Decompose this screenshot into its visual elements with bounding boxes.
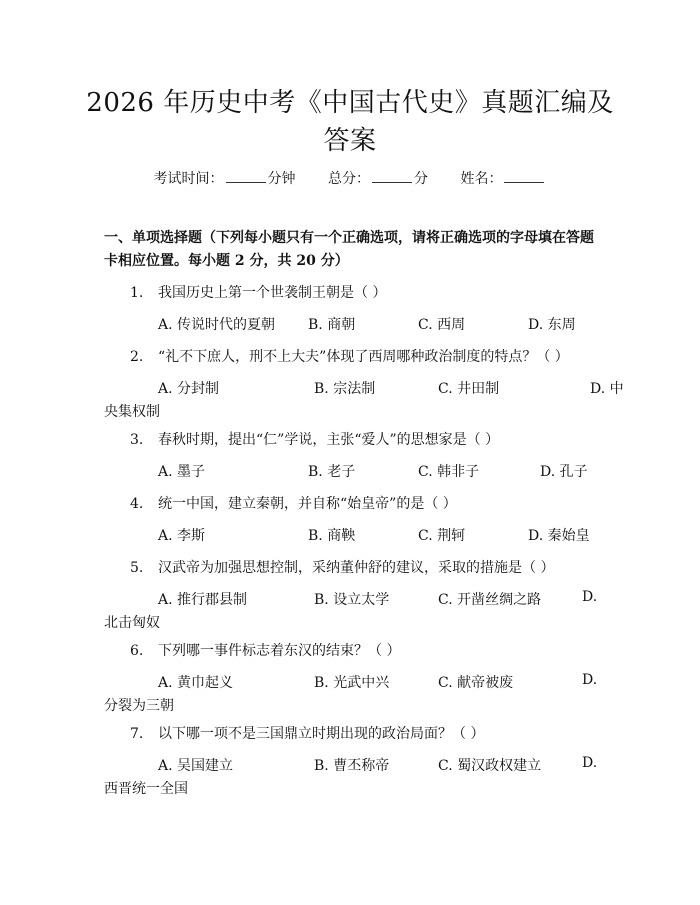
question-number: 2. bbox=[130, 349, 144, 365]
question-text: 我国历史上第一个世袭制王朝是（ ） bbox=[158, 285, 387, 301]
option-d[interactable]: D. 东周 bbox=[528, 317, 576, 333]
option-a[interactable]: A. 墨子 bbox=[158, 464, 206, 480]
option-c[interactable]: C. 蜀汉政权建立 bbox=[438, 758, 542, 774]
question-text: 以下哪一项不是三国鼎立时期出现的政治局面？（ ） bbox=[158, 726, 485, 742]
option-b[interactable]: B. 光武中兴 bbox=[314, 675, 390, 691]
time-blank bbox=[226, 170, 266, 183]
option-a[interactable]: A. 传说时代的夏朝 bbox=[158, 317, 276, 333]
score-unit: 分 bbox=[414, 171, 428, 187]
option-d[interactable]: D. bbox=[582, 755, 598, 771]
question-text: 下列哪一事件标志着东汉的结束？（ ） bbox=[158, 643, 401, 659]
question-number: 5. bbox=[130, 560, 144, 576]
question-text: “礼不下庶人，刑不上大夫”体现了西周哪种政治制度的特点？（ ） bbox=[158, 349, 569, 365]
option-b[interactable]: B. 商朝 bbox=[308, 317, 356, 333]
option-d-continuation: 央集权制 bbox=[104, 404, 160, 420]
option-d[interactable]: D. 孔子 bbox=[540, 464, 588, 480]
time-label: 考试时间： bbox=[153, 171, 224, 187]
question-text: 汉武帝为加强思想控制，采纳董仲舒的建议，采取的措施是（ ） bbox=[158, 560, 555, 576]
section-heading-line-1: 一、单项选择题（下列每小题只有一个正确选项，请将正确选项的字母填在答题 bbox=[104, 230, 594, 246]
option-b[interactable]: B. 商鞅 bbox=[308, 528, 356, 544]
option-a[interactable]: A. 黄巾起义 bbox=[158, 675, 234, 691]
title-line-1: 2026 年历史中考《中国古代史》真题汇编及 bbox=[86, 88, 614, 118]
question-number: 4. bbox=[130, 496, 144, 512]
exam-meta bbox=[0, 168, 700, 188]
option-a[interactable]: A. 吴国建立 bbox=[158, 758, 234, 774]
score-label: 总分： bbox=[328, 171, 370, 187]
option-b[interactable]: B. 宗法制 bbox=[314, 381, 376, 397]
question-1 bbox=[130, 282, 610, 302]
question-7 bbox=[130, 723, 610, 743]
question-6 bbox=[130, 640, 610, 660]
option-b[interactable]: B. 曹丕称帝 bbox=[314, 758, 390, 774]
option-d[interactable]: D. 秦始皇 bbox=[528, 528, 590, 544]
score-blank bbox=[372, 170, 412, 183]
option-b[interactable]: B. 老子 bbox=[308, 464, 356, 480]
question-text: 统一中国，建立秦朝，并自称“始皇帝”的是（ ） bbox=[158, 496, 457, 512]
option-d[interactable]: D. bbox=[582, 672, 598, 688]
name-label: 姓名： bbox=[460, 171, 503, 187]
section-heading-line-2: 卡相应位置。每小题 2 分，共 20 分） bbox=[104, 253, 349, 269]
question-2 bbox=[130, 346, 610, 366]
question-number: 7. bbox=[130, 726, 144, 742]
option-a[interactable]: A. 分封制 bbox=[158, 381, 220, 397]
option-d-continuation: 西晋统一全国 bbox=[104, 781, 188, 797]
question-number: 6. bbox=[130, 643, 144, 659]
section-heading bbox=[104, 227, 604, 273]
option-d-continuation: 北击匈奴 bbox=[104, 615, 160, 631]
name-blank bbox=[504, 170, 544, 183]
option-c[interactable]: C. 韩非子 bbox=[418, 464, 480, 480]
option-a[interactable]: A. 李斯 bbox=[158, 528, 206, 544]
option-d-continuation: 分裂为三朝 bbox=[104, 698, 174, 714]
option-c[interactable]: C. 井田制 bbox=[438, 381, 500, 397]
option-d[interactable]: D. bbox=[582, 589, 598, 605]
option-c[interactable]: C. 西周 bbox=[418, 317, 466, 333]
document-title bbox=[60, 84, 640, 160]
name-field bbox=[460, 168, 546, 188]
time-field bbox=[154, 168, 296, 188]
time-unit: 分钟 bbox=[267, 171, 296, 187]
question-number: 3. bbox=[130, 432, 144, 448]
option-c[interactable]: C. 献帝被废 bbox=[438, 675, 514, 691]
question-5 bbox=[130, 557, 610, 577]
option-c[interactable]: C. 荆轲 bbox=[418, 528, 466, 544]
question-4 bbox=[130, 493, 610, 513]
option-b[interactable]: B. 设立太学 bbox=[314, 592, 390, 608]
question-text: 春秋时期，提出“仁”学说，主张“爱人”的思想家是（ ） bbox=[158, 432, 500, 448]
question-number: 1. bbox=[130, 285, 144, 301]
option-c[interactable]: C. 开凿丝绸之路 bbox=[438, 592, 542, 608]
title-line-2: 答案 bbox=[323, 126, 377, 156]
score-field bbox=[328, 168, 428, 188]
option-a[interactable]: A. 推行郡县制 bbox=[158, 592, 248, 608]
question-3 bbox=[130, 429, 610, 449]
option-d[interactable]: D. 中 bbox=[590, 381, 624, 397]
